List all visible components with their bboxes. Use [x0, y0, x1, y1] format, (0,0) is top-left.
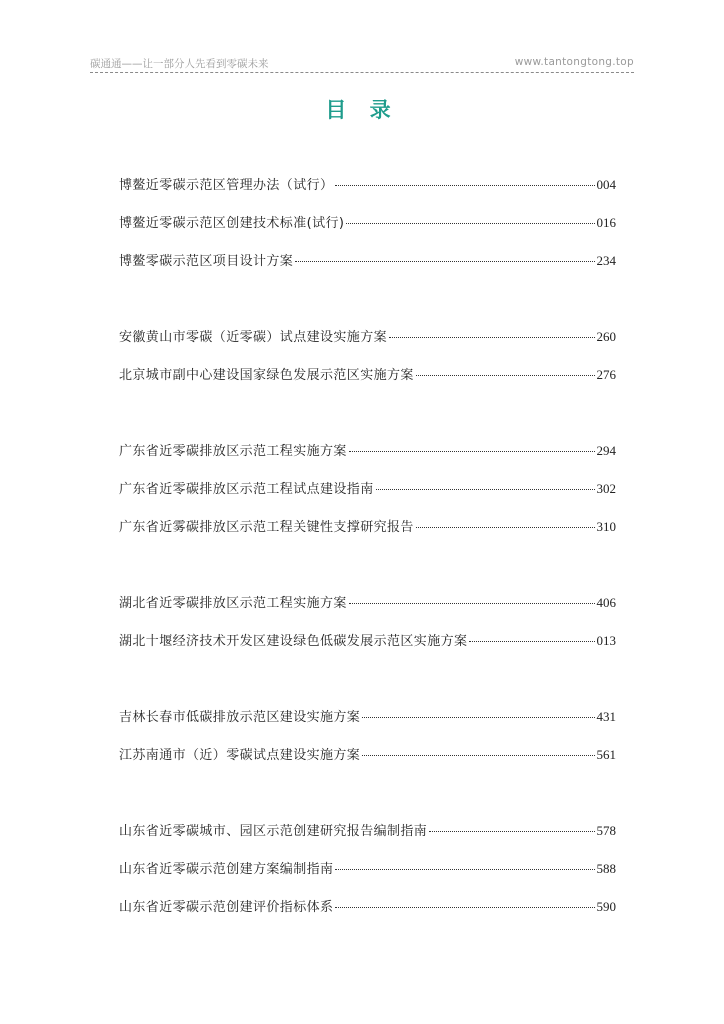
toc-entry-title: 安徽黄山市零碳（近零碳）试点建设实施方案: [119, 330, 388, 345]
toc-dot-leader: [362, 717, 594, 718]
header-site-slogan: 碳通通——让一部分人先看到零碳未来: [90, 58, 269, 70]
toc-entry: [119, 820, 616, 840]
toc-entry-title: 江苏南通市（近）零碳试点建设实施方案: [119, 748, 361, 763]
toc-dot-leader: [416, 375, 595, 376]
toc-dot-leader: [362, 755, 594, 756]
header-site-url: www.tantongtong.top: [514, 56, 634, 68]
toc-dot-leader: [429, 831, 594, 832]
header-divider: [90, 72, 634, 73]
toc-entry-page: 431: [596, 709, 616, 724]
toc-entry: [119, 212, 616, 232]
toc-entry-page: 016: [596, 215, 616, 230]
toc-entry-title: 广东省近零碳排放区示范工程试点建设指南: [119, 482, 374, 497]
toc-entry-title: 博鳌零碳示范区项目设计方案: [119, 254, 294, 269]
toc-entry-page: 588: [596, 861, 616, 876]
toc-dot-leader: [335, 907, 594, 908]
toc-entry-page: 406: [596, 595, 616, 610]
toc-entry: [119, 896, 616, 916]
toc-entry-page: 013: [596, 633, 616, 648]
toc-title: 目 录: [325, 98, 399, 122]
toc-entry: [119, 858, 616, 878]
toc-dot-leader: [376, 489, 595, 490]
toc-entry-page: 561: [596, 747, 616, 762]
toc-entry: [119, 630, 616, 650]
toc-entry: [119, 250, 616, 270]
toc-entry-page: 234: [596, 253, 616, 268]
toc-dot-leader: [389, 337, 594, 338]
toc-entry: [119, 174, 616, 194]
toc-dot-leader: [335, 185, 594, 186]
toc-entry-title: 湖北省近零碳排放区示范工程实施方案: [119, 596, 347, 611]
toc-entry: [119, 516, 616, 536]
toc-entry-page: 276: [596, 367, 616, 382]
toc-entry-title: 广东省近零碳排放区示范工程实施方案: [119, 444, 347, 459]
toc-entry-page: 260: [596, 329, 616, 344]
toc-entry-title: 广东省近雾碳排放区示范工程关键性支撑研究报告: [119, 520, 414, 535]
toc-entry-page: 004: [596, 177, 616, 192]
toc-entry: [119, 440, 616, 460]
toc-entry: [119, 592, 616, 612]
toc-entry: [119, 364, 616, 384]
toc-entry: [119, 706, 616, 726]
toc-dot-leader: [346, 223, 594, 224]
toc-entry-title: 湖北十堰经济技术开发区建设绿色低碳发展示范区实施方案: [119, 634, 468, 649]
toc-dot-leader: [349, 603, 595, 604]
toc-entry-title: 博鳌近零碳示范区创建技术标准(试行): [119, 216, 345, 231]
toc-entry-title: 山东省近零碳城市、园区示范创建研究报告编制指南: [119, 824, 428, 839]
toc-entry-title: 山东省近零碳示范创建评价指标体系: [119, 900, 334, 915]
toc-entry: [119, 326, 616, 346]
toc-entry-page: 590: [596, 899, 616, 914]
toc-entry-title: 博鳌近零碳示范区管理办法（试行）: [119, 178, 334, 193]
toc-entry-title: 北京城市副中心建设国家绿色发展示范区实施方案: [119, 368, 414, 383]
toc-entry-page: 310: [596, 519, 616, 534]
toc-dot-leader: [469, 641, 594, 642]
toc-dot-leader: [349, 451, 595, 452]
toc-entry: [119, 478, 616, 498]
toc-entry-page: 294: [596, 443, 616, 458]
toc-entry-page: 302: [596, 481, 616, 496]
toc-entry-title: 吉林长春市低碳排放示范区建设实施方案: [119, 710, 361, 725]
toc-entry: [119, 744, 616, 764]
toc-dot-leader: [335, 869, 594, 870]
toc-dot-leader: [295, 261, 594, 262]
toc-entry-title: 山东省近零碳示范创建方案编制指南: [119, 862, 334, 877]
toc-dot-leader: [416, 527, 595, 528]
toc-entry-page: 578: [596, 823, 616, 838]
